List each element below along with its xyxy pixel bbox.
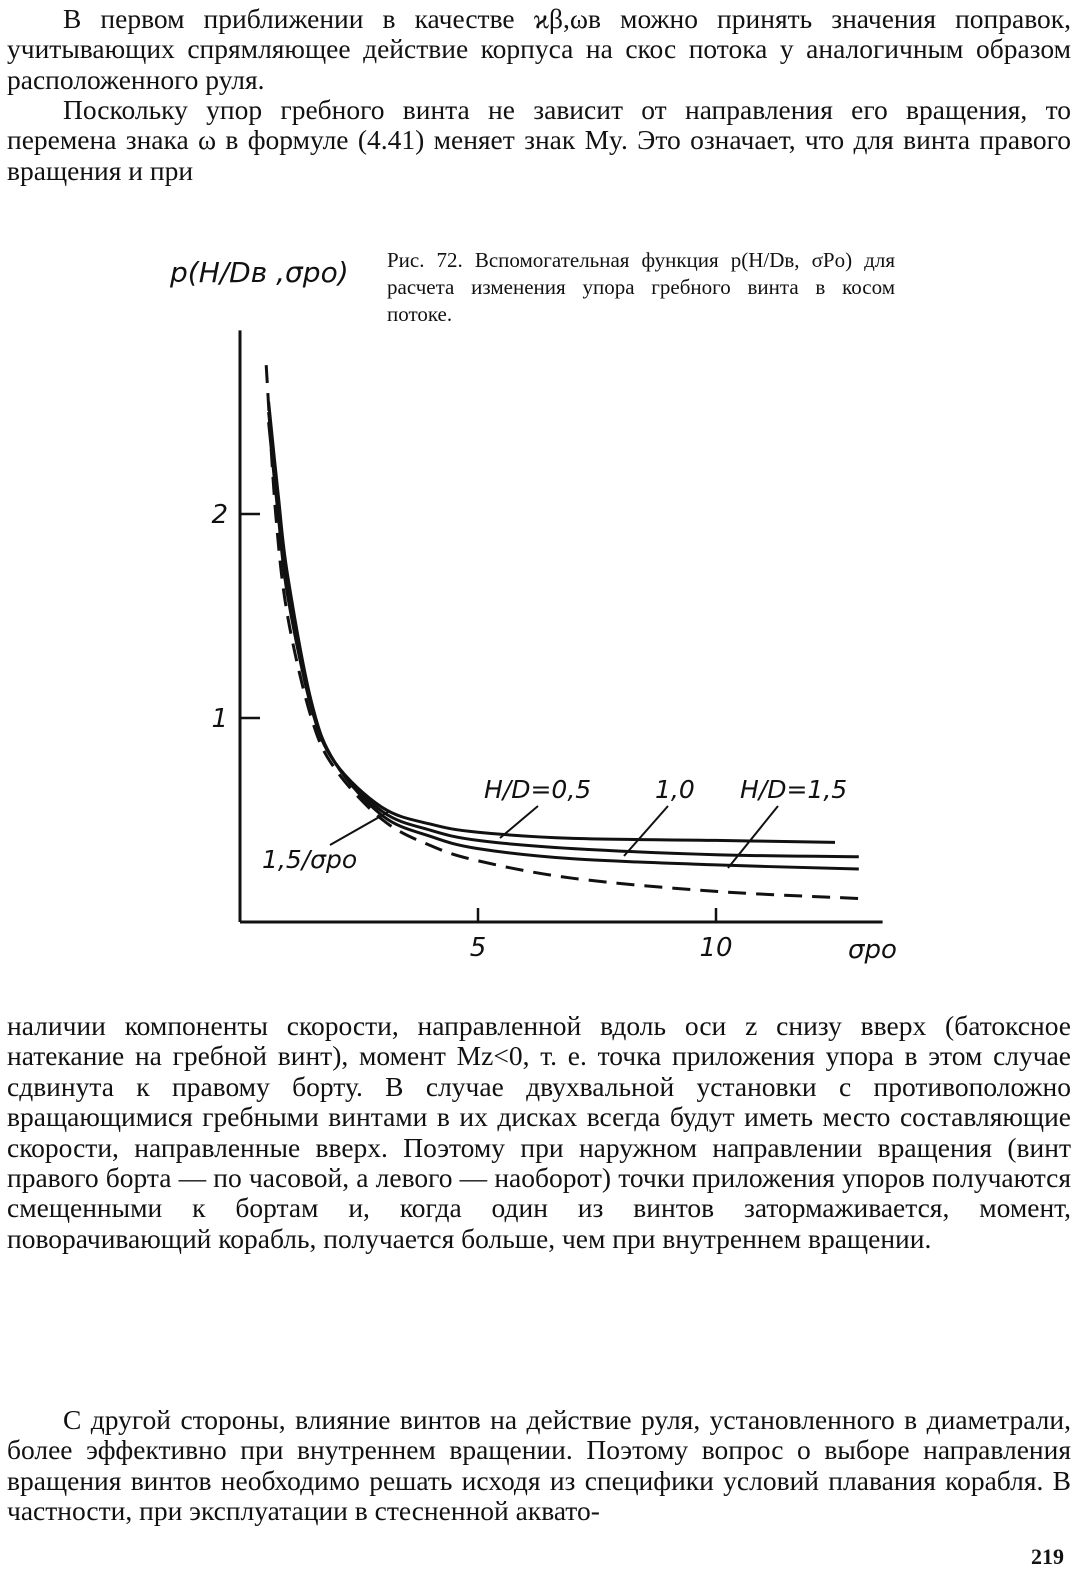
x-tick-label-10: 10 (699, 933, 733, 963)
figure-caption: Рис. 72. Вспомогательная функция p(H/Dв, σPo) для расчета изменения упора гребного винта в косом потоке. (387, 248, 895, 326)
series-leader-2 (624, 806, 668, 856)
series-label-4: 1,5/σpo (262, 845, 358, 874)
chart-series (266, 365, 859, 898)
series-leader-4 (330, 812, 388, 845)
series-label-2: 1,0 (655, 775, 695, 804)
x-tick-label-5: 5 (469, 933, 487, 963)
paragraph-4: С другой стороны, влияние винтов на действие руля, установленного в диаметрали, более эффективно при внутреннем вращении. Поэтому вопрос о выборе направления вращения винтов необходимо решать исходя из специфики условий плавания корабля. В частности, при эксплуатации в стесненной аквато- (7, 1404, 1071, 1527)
y-tick-label-2: 2 (211, 500, 228, 530)
series-label-1: H/D=0,5 (484, 775, 592, 804)
series-leader-1 (500, 806, 538, 838)
chart-axes (240, 330, 883, 922)
paragraph-2: Поскольку упор гребного винта не зависит от направления его вращения, то перемена знака ω в формуле (4.41) меняет знак My. Это означает, что для винта правого вращения и при (7, 94, 1071, 186)
chart-labels (169, 256, 897, 965)
y-axis-label: p(H/Dв ,σpo) (170, 256, 349, 289)
x-axis-label: σpo (848, 935, 897, 965)
y-tick-label-1: 1 (211, 704, 228, 734)
series-line-4 (266, 365, 859, 898)
series-leader-3 (728, 806, 778, 868)
series-label-3: H/D=1,5 (740, 775, 848, 804)
page-number: 219 (1031, 1544, 1064, 1569)
paragraph-3: наличии компоненты скорости, направленной вдоль оси z снизу вверх (батоксное натекание на гребной винт), момент Mz<0, т. е. точка приложения упора в этом случае сдвинута к правому борту. В случае двухвальной установки с противоположно вращающимися гребными винтами в их дисках всегда будут иметь место составляющие скорости, направленные вверх. Поэтому при наружном направлении вращения (винт правого борта — по часовой, а левого — наоборот) точки приложения упоров получаются смещенными к бортам и, когда один из винтов затормаживается, момент, поворачивающий корабль, получается больше, чем при внутреннем вращении. (7, 1010, 1071, 1254)
paragraph-1: В первом приближении в качестве ϰβ,ωв можно принять значения поправок, учитывающих спрямляющее действие корпуса на скос потока у аналогичным образом расположенного руля. (7, 3, 1071, 95)
